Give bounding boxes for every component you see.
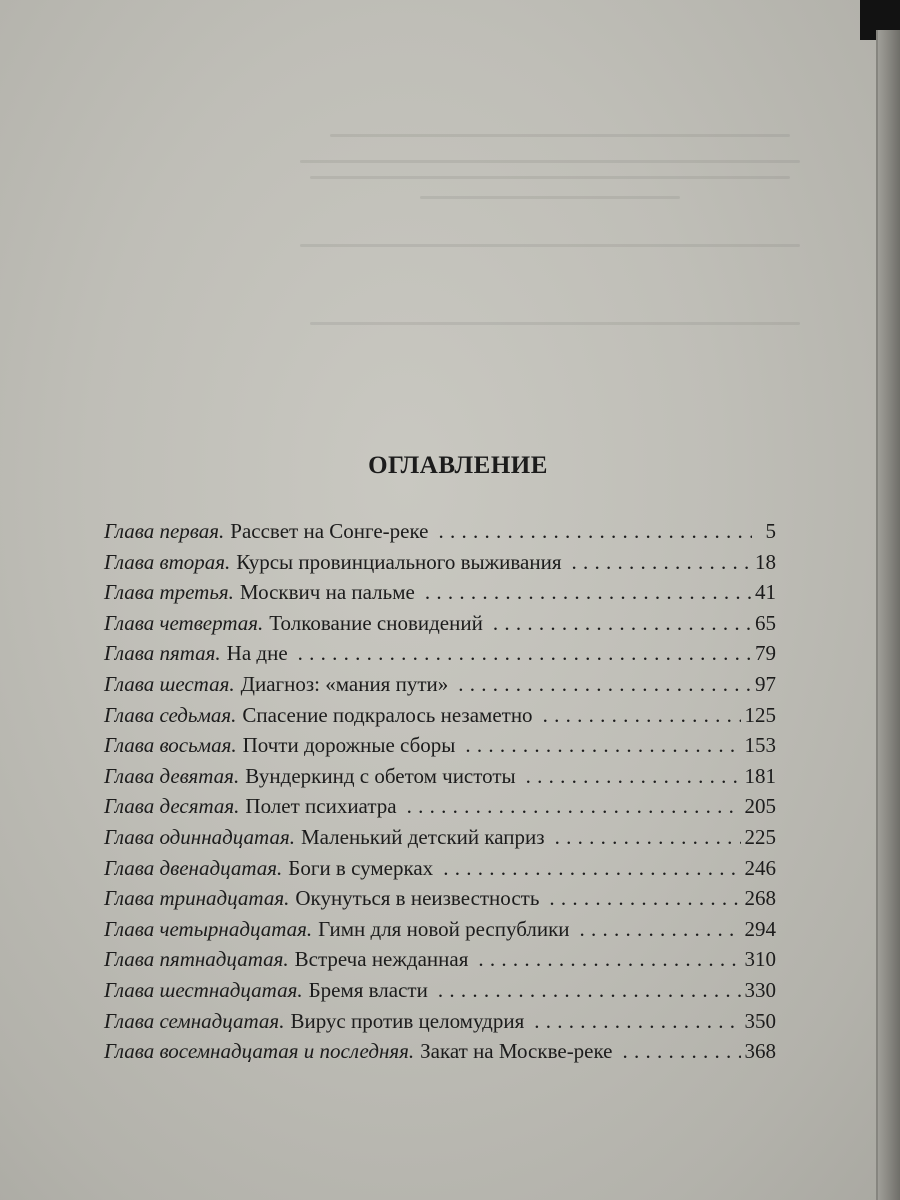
toc-entry <box>104 547 776 578</box>
toc-entry-separator: . <box>225 549 231 574</box>
toc-entry-separator: . <box>219 519 225 543</box>
toc-heading: ОГЛАВЛЕНИЕ <box>368 452 548 479</box>
toc-entry-page-number: 41 <box>755 580 776 605</box>
toc-entry-page-number: 65 <box>755 610 776 635</box>
toc-leader-dots <box>425 577 751 608</box>
toc-entry-title: Закат на Москве-реке <box>420 1039 613 1064</box>
toc-entry-separator: . <box>258 610 264 635</box>
toc-entry-chapter: Глава седьмая <box>104 702 232 727</box>
toc-entry-title: Москвич на пальме <box>239 580 415 605</box>
toc-entry-page-number: 330 <box>744 977 776 1002</box>
toc-leader-dots <box>526 761 741 792</box>
toc-entry <box>104 638 776 669</box>
toc-entry <box>104 761 776 792</box>
toc-entry-separator: . <box>277 855 283 880</box>
show-through-line <box>300 160 800 163</box>
show-through-line <box>300 244 800 247</box>
toc-entry <box>104 883 776 914</box>
toc-entry-chapter: Глава тринадцатая <box>104 886 285 911</box>
toc-entry-page-number: 125 <box>744 702 776 727</box>
toc-entry-page-number: 268 <box>744 886 776 911</box>
toc-leader-dots <box>534 1006 740 1037</box>
toc-entry <box>104 730 776 761</box>
page-stack-edge <box>878 30 900 1200</box>
toc-entry-separator: . <box>284 886 290 911</box>
toc-entry-title: Боги в сумерках <box>288 855 434 880</box>
toc-entry-chapter: Глава семнадцатая <box>104 1008 280 1033</box>
toc-entry-separator: . <box>279 1008 285 1033</box>
toc-leader-dots <box>438 975 741 1006</box>
table-of-contents <box>104 448 776 1067</box>
toc-leader-dots <box>555 822 741 853</box>
toc-entry-title: Почти дорожные сборы <box>242 733 456 758</box>
toc-entry-page-number: 350 <box>744 1008 776 1033</box>
toc-entry-title: Встреча нежданная <box>294 947 469 972</box>
toc-entry-page-number: 310 <box>744 947 776 972</box>
toc-entry-chapter: Глава первая <box>104 519 220 543</box>
toc-entry-chapter: Глава десятая <box>104 794 235 819</box>
toc-entry-separator: . <box>233 763 240 788</box>
toc-entry-chapter: Глава восемнадцатая и последняя <box>104 1039 409 1064</box>
toc-entry <box>104 914 776 945</box>
toc-leader-dots <box>439 516 753 547</box>
toc-entry-title: Курсы провинциального выживания <box>236 549 562 574</box>
toc-entry-page-number: 97 <box>755 671 776 696</box>
toc-leader-dots <box>549 883 740 914</box>
toc-entry-chapter: Глава шестая <box>104 671 230 696</box>
toc-entry-page-number: 225 <box>744 824 776 849</box>
toc-leader-dots <box>298 638 751 669</box>
toc-leader-dots <box>443 853 740 884</box>
toc-entry <box>104 1036 776 1067</box>
toc-entry-chapter: Глава четвертая <box>104 610 259 635</box>
toc-entry-page-number: 5 <box>765 519 776 543</box>
toc-entry-chapter: Глава третья <box>104 580 229 605</box>
toc-entry-page-number: 294 <box>744 916 776 941</box>
toc-list <box>104 516 776 1067</box>
toc-leader-dots <box>623 1036 741 1067</box>
toc-entry-title: Спасение подкралось незаметно <box>242 702 533 727</box>
toc-entry-chapter: Глава двенадцатая <box>104 855 278 880</box>
show-through-line <box>330 134 790 137</box>
toc-entry-separator: . <box>234 794 240 819</box>
toc-entry-separator: . <box>306 916 313 941</box>
toc-entry-separator: . <box>229 671 235 696</box>
toc-entry-separator: . <box>289 824 295 849</box>
toc-leader-dots <box>493 608 751 639</box>
toc-entry-separator: . <box>228 580 234 605</box>
toc-entry-title: Рассвет на Сонге-реке <box>230 519 429 543</box>
toc-entry <box>104 516 776 547</box>
toc-entry-separator: . <box>231 702 237 727</box>
toc-entry <box>104 853 776 884</box>
toc-entry-title: Полет психиатра <box>245 794 397 819</box>
toc-entry <box>104 975 776 1006</box>
toc-entry-title: Окунуться в неизвестность <box>295 886 540 911</box>
toc-entry-page-number: 79 <box>755 641 776 666</box>
toc-entry <box>104 577 776 608</box>
toc-entry <box>104 669 776 700</box>
toc-leader-dots <box>407 791 741 822</box>
toc-leader-dots <box>478 944 740 975</box>
toc-entry <box>104 822 776 853</box>
show-through-line <box>310 176 790 179</box>
toc-entry-separator: . <box>215 641 221 666</box>
toc-entry <box>104 944 776 975</box>
toc-entry-chapter: Глава вторая <box>104 549 226 574</box>
toc-entry-separator: . <box>283 947 289 972</box>
show-through-line <box>420 196 680 199</box>
toc-leader-dots <box>458 669 751 700</box>
toc-entry-separator: . <box>297 977 303 1002</box>
toc-leader-dots <box>580 914 741 945</box>
toc-entry-page-number: 205 <box>744 794 776 819</box>
toc-entry-title: Маленький детский каприз <box>300 824 545 849</box>
show-through-line <box>310 322 800 325</box>
toc-entry <box>104 700 776 731</box>
toc-entry-chapter: Глава пятая <box>104 641 216 666</box>
toc-entry-chapter: Глава девятая <box>104 763 234 788</box>
toc-entry-title: Толкование сновидений <box>269 610 483 635</box>
toc-entry-chapter: Глава одиннадцатая <box>104 824 290 849</box>
toc-entry-page-number: 246 <box>744 855 776 880</box>
toc-entry-title: Гимн для новой республики <box>318 916 570 941</box>
toc-entry <box>104 1006 776 1037</box>
toc-entry <box>104 791 776 822</box>
toc-entry-title: Вундеркинд с обетом чистоты <box>245 763 516 788</box>
toc-leader-dots <box>572 547 752 578</box>
toc-entry-title: Бремя власти <box>308 977 428 1002</box>
toc-entry-separator: . <box>231 733 237 758</box>
toc-entry-title: Диагноз: «мания пути» <box>240 671 449 696</box>
toc-leader-dots <box>543 700 741 731</box>
toc-entry-chapter: Глава шестнадцатая <box>104 977 298 1002</box>
toc-entry-chapter: Глава восьмая <box>104 733 232 758</box>
toc-entry-title: Вирус против целомудрия <box>290 1008 525 1033</box>
toc-entry <box>104 608 776 639</box>
toc-entry-page-number: 181 <box>744 763 776 788</box>
toc-entry-title: На дне <box>226 641 288 666</box>
toc-entry-chapter: Глава четырнадцатая <box>104 916 307 941</box>
toc-entry-page-number: 153 <box>744 733 776 758</box>
toc-leader-dots <box>465 730 740 761</box>
toc-entry-separator: . <box>408 1039 415 1064</box>
toc-entry-page-number: 368 <box>744 1039 776 1064</box>
toc-entry-page-number: 18 <box>755 549 776 574</box>
toc-entry-chapter: Глава пятнадцатая <box>104 947 284 972</box>
